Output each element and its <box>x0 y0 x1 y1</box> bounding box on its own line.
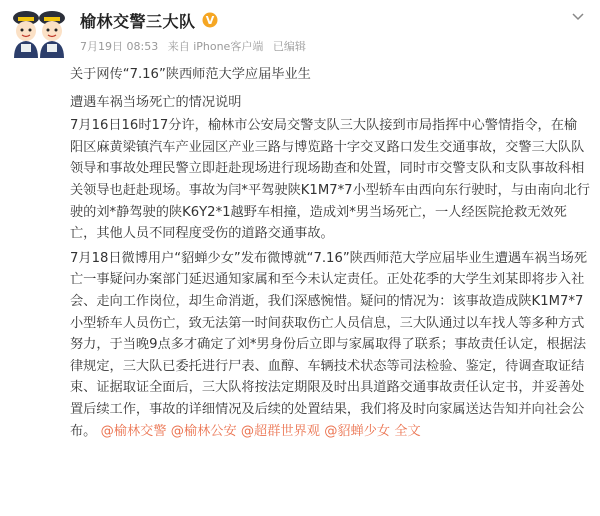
mention-yulin-police[interactable]: @榆林公安 <box>170 423 237 439</box>
account-name-row <box>80 9 218 31</box>
chevron-down-icon[interactable] <box>572 12 584 22</box>
mention-diaochan-shaonv[interactable]: @貂蝉少女 <box>324 423 391 439</box>
mention-chaoqun-shijieguan[interactable]: @超群世界观 <box>240 423 320 439</box>
edited-label[interactable]: 已编辑 <box>272 40 306 53</box>
fulltext-link[interactable]: 全文 <box>394 423 421 439</box>
post-meta <box>80 38 312 54</box>
post-header <box>0 0 600 62</box>
verified-badge-icon <box>202 12 218 28</box>
post-title-line2: 遭遇车祸当场死亡的情况说明 <box>70 94 242 110</box>
avatar[interactable] <box>8 4 70 58</box>
post-source: 来自 iPhone客户端 <box>167 40 264 53</box>
svg-text:V: V <box>205 14 214 27</box>
mention-yulin-traffic-police[interactable]: @榆林交警 <box>100 423 167 439</box>
account-name[interactable]: 榆林交警三大队 <box>80 11 196 31</box>
post-body <box>70 64 590 442</box>
post-title-line1: 关于网传“7.16”陕西师范大学应届毕业生 <box>70 67 311 82</box>
post-paragraph-1: 7月16日16时17分许，榆林市公安局交警支队三大队接到市局指挥中心警情指令，在榆阳区麻黄梁镇汽车产业园区产业三路与博览路十字交叉路口发生交通事故，交警三大队队领导和事故处理民警立即赶赴现场进行现场勘查和处置，同时市交警支队和支队事故科相关领导也赶赴现场。事故为闫*平驾驶陕K1M7*7小型轿车由西向东行驶时，与由南向北行驶的刘*静驾驶的陕K6Y2*1越野车相撞，造成刘*男当场死亡，一人经医院抢救无效死亡，其他人员不同程度受伤的道路交通事故。 <box>70 118 590 242</box>
post-paragraph-2-text: 7月18日微博用户“貂蝉少女”发布微博就“7.16”陕西师范大学应届毕业生遭遇车祸当场死亡一事疑问办案部门延迟通知家属和至今未认定责任。正处花季的大学生刘某即将步入社会、走向工作岗位，却生命消逝，我们深感惋惜。疑问的情况为：该事故造成陕K1M7*7小型轿车人员伤亡，致无法第一时间获取伤亡人员信息，三大队通过以车找人等多种方式努力，于当晚9点多才确定了刘*男身份后立即与家属取得了联系；事故责任认定，根据法律规定，三大队已委托进行尸表、血醇、车辆技术状态等司法检验、鉴定，待调查取证结束、证据取证全面后，三大队将按法定期限及时出具道路交通事故责任认定书，并妥善处置后续工作，事故的详细情况及后续的处置结果，我们将及时向家属送达告知并向社会公布。 <box>70 250 588 439</box>
post-paragraph-2 <box>70 248 590 442</box>
post-date[interactable]: 7月19日 08:53 <box>80 40 159 53</box>
